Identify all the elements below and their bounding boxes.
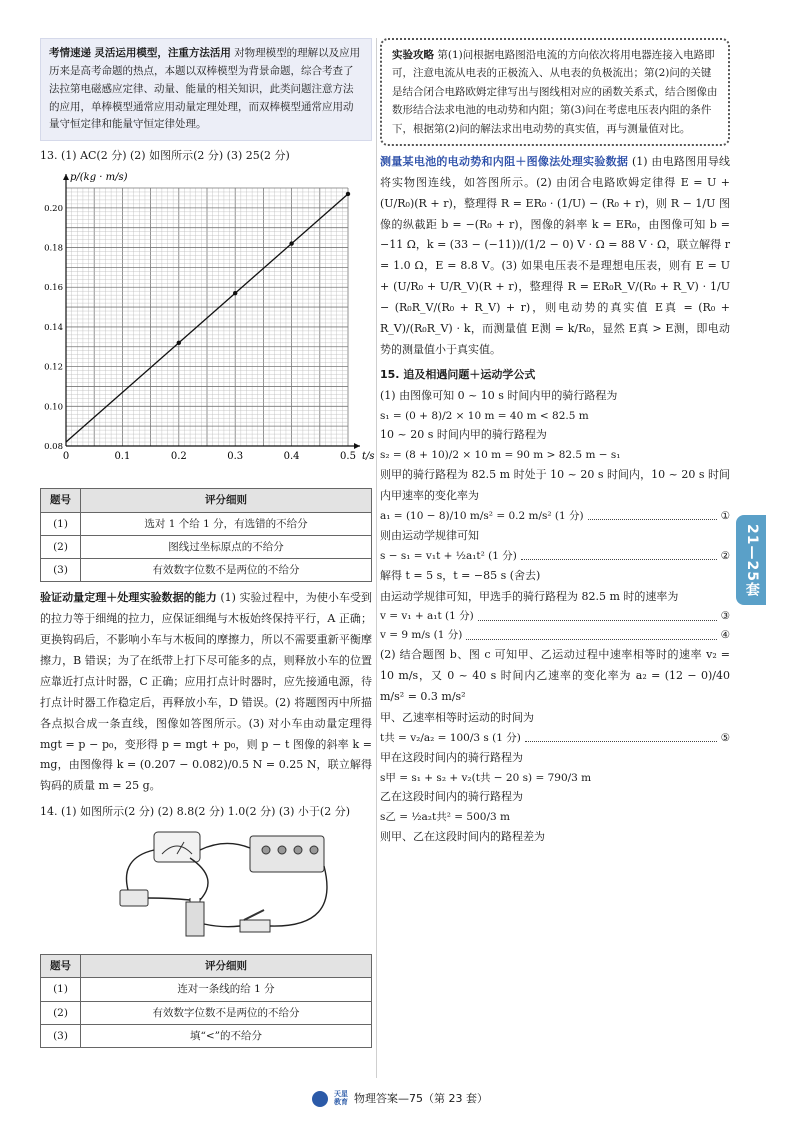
data-point — [177, 341, 181, 345]
q15-title: 15. 追及相遇问题＋运动学公式 — [380, 367, 536, 381]
equation-5: t共 = v₂/a₂ = 100/3 s (1 分) ⑤ — [380, 731, 730, 744]
table-header-no: 题号 — [41, 955, 81, 978]
q13-answer-line: 13. (1) AC(2 分) (2) 如图所示(2 分) (3) 25(2 分) — [40, 149, 290, 163]
note-text: 对物理模型的理解以及应用历来是高考命题的热点，本题以双棒模型为背景命题，综合考查了法拉第电磁感应定律、动量、能量的相关知识，此类问题注意方法的应用，单棒模型通常应用动量定理处理，而双棒模型通常应用动量守恒定律和能量守恒定律处理。 — [49, 47, 361, 131]
q13-score-table — [40, 488, 372, 582]
y-tick-label: 0.16 — [44, 283, 63, 294]
y-tick-label: 0.14 — [44, 323, 63, 334]
column-divider — [376, 38, 377, 1078]
note-tag: 考情速递 — [49, 47, 91, 59]
y-tick-label: 0.10 — [44, 402, 63, 413]
q15-solution: 15. 追及相遇问题＋运动学公式 (1) 由图像可知 0 ~ 10 s 时间内甲的骑行路程为 s₁ = (0 + 8)/2 × 10 m = 40 m < 82.5 m 10 ~ 20 s 时间内甲的骑行路程为 s₂ = (8 + 10)/2 × 10 m = 90 m > 82.5 m − s₁ 则甲的骑行路程为 82.5 m 时处于 10 ~ 20 s 时间内，10 ~ 20 s 时间内甲速率的变化率为 a₁ = (10 − 8)/10 m/s² = 0.2 m/s² (1 分) ① 则由运动学规律可知 s − s₁ = v₁t + ½a₁t² (1 分) ② 解得 t = 5 s，t = −85 s (舍去) 由运动学规律可知，甲选手的骑行路程为 82.5 m 时的速率为 v = v₁ + a₁t (1 分) ③ v = 9 m/s (1 分) ④ (2) 结合题图 b、图 c 可知甲、乙运动过程中速率相等时的速率 v₂ = 10 m/s，又 0 ~ 40 s 时间内乙速率的变化率为 a₂ = (12 − 0)/40 m/s² = 0.3 m/s² 甲、乙速率相等时运动的时间为 t共 = v₂/a₂ = 100/3 s (1 分) ⑤ 甲在这段时间内的骑行路程为 s甲 = s₁ + s₂ + v₂(t共 − 20 s) = 790/3 m 乙在这段时间内的骑行路程为 s乙 = ½a₂t共² = 500/3 m 则甲、乙在这段时间内的路程差为 — [380, 365, 730, 848]
q13-explanation: 验证动量定理＋处理实验数据的能力 (1) 实验过程中，为使小车受到的拉力等于细绳的拉力，应保证细绳与木板始终保持平行，A 正确；更换钩码后，不影响小车与木板间的摩擦力，所以不需要重新平衡摩擦力，B 错误；为了在纸带上打下尽可能多的点，则释放小车的位置应靠近打点计时器，C 正确；应用打点计时器时，应先接通电源，待打点计时器工作稳定后，再释放小车，D 错误。(2) 将题图丙中所描各点拟合成一条直线，图像如答图所示。(3) 对小车由动量定理得 mgt = p − p₀，变形得 p = mgt + p₀，则 p − t 图像的斜率 k = mg，由图像得 k = (0.207 − 0.082)/0.5 N = 0.25 N，联立解得钩码的质量 m = 25 g。 — [40, 591, 373, 793]
table-header-no: 题号 — [41, 489, 81, 512]
table-row: (1) 连对一条线的给 1 分 — [41, 978, 372, 1001]
equation-3: v = v₁ + a₁t (1 分) ③ — [380, 610, 730, 623]
data-point — [346, 192, 350, 196]
note-subtitle: 灵活运用模型，注重方法活用 — [94, 47, 231, 59]
experiment-strategy-box: 实验攻略 第(1)问根据电路图沿电流的方向依次将用电器连接入电路即可，注意电流从电表的正极流入、从电表的负极流出；第(2)问的关键是结合闭合电路欧姆定律写出与图线相对应的函数关系式，结合图像由数形结合法求电池的电动势和内阻；第(3)问在考虑电压表内阻的条件下，根据第(2)问的解法求出电动势的真实值，再与测量值对比。 — [380, 38, 730, 146]
q14-answer-line: 14. (1) 如图所示(2 分) (2) 8.8(2 分) 1.0(2 分) (3) 小于(2 分) — [40, 805, 351, 819]
table-row: (3) 有效数字位数不是两位的不给分 — [41, 559, 372, 582]
x-tick-label: 0.4 — [283, 451, 300, 463]
table-header-rule: 评分细则 — [81, 955, 372, 978]
x-axis-arrow — [354, 443, 360, 449]
x-tick-label: 0.5 — [340, 451, 356, 463]
y-tick-label: 0.18 — [44, 243, 63, 254]
publisher-logo-text: 天星 教育 — [334, 1089, 348, 1106]
x-tick-label: 0 — [62, 451, 70, 463]
table-header-rule: 评分细则 — [81, 489, 372, 512]
equation-1: a₁ = (10 − 8)/10 m/s² = 0.2 m/s² (1 分) ① — [380, 510, 730, 523]
equation-4: v = 9 m/s (1 分) ④ — [380, 629, 730, 642]
chapter-side-tab: 21—25套 — [736, 515, 766, 605]
x-axis-label: t/s — [362, 451, 375, 463]
publisher-logo-icon — [312, 1091, 328, 1107]
left-column — [40, 38, 375, 1048]
voltmeter-icon — [154, 832, 200, 862]
q14-explanation: 测量某电池的电动势和内阻＋图像法处理实验数据 (1) 由电路图用导线将实物图连线，如答图所示。(2) 由闭合电路欧姆定律得 E = U + (U/R₀)(R + r)，整理得 R = ER₀ · (1/U) − (R₀ + r)，则 R − 1/U 图像的纵截距 b = −(R₀ + r)，图像的斜率 k = ER₀，由图像可知 b = −11 Ω，k = (33 − (−11))/(1/2 − 0) V · Ω = 88 V · Ω，联立解得 r = 1.0 Ω，E = 8.8 V。(3) 如果电压表不是理想电压表，则有 E = U + (U/R₀ + U/R_V)(R + r)，整理得 R = ER₀R_V/(R₀ + R_V) · 1/U − (R₀R_V/(R₀ + R_V) + r)，则电动势的真实值 E真 = (R₀ + R_V)/(R₀R_V) · k，而测量值 E测 = k/R₀，显然 E真 > E测，即电动势的测量值小于真实值。 — [380, 154, 731, 356]
data-point — [233, 291, 237, 295]
strategy-tag: 实验攻略 — [392, 49, 434, 61]
equation-2: s − s₁ = v₁t + ½a₁t² (1 分) ② — [380, 549, 730, 562]
circuit-diagram — [110, 828, 360, 940]
switch-icon — [240, 920, 270, 932]
y-tick-label: 0.12 — [44, 362, 63, 373]
y-axis-label: p/(kg · m/s) — [70, 172, 128, 184]
table-row: (1) 选对 1 个给 1 分，有选错的不给分 — [41, 512, 372, 535]
x-tick-label: 0.1 — [114, 451, 131, 463]
data-point — [289, 242, 293, 246]
q14-explain-title: 测量某电池的电动势和内阻＋图像法处理实验数据 — [380, 154, 629, 168]
table-row: (3) 填“<”的不给分 — [41, 1024, 372, 1047]
table-row: (2) 有效数字位数不是两位的不给分 — [41, 1001, 372, 1024]
battery-icon — [186, 902, 204, 936]
y-axis-arrow — [63, 174, 69, 180]
x-tick-label: 0.2 — [170, 451, 187, 463]
q14-score-table — [40, 954, 372, 1048]
q13-explain-title: 验证动量定理＋处理实验数据的能力 — [40, 591, 217, 605]
right-column — [380, 38, 730, 848]
resistor-icon — [120, 890, 148, 906]
page-number: 物理答案—75（第 23 套） — [354, 1092, 488, 1105]
x-tick-label: 0.3 — [227, 451, 244, 463]
exam-note-box — [40, 38, 372, 141]
table-row: (2) 图线过坐标原点的不给分 — [41, 535, 372, 558]
y-tick-label: 0.20 — [44, 204, 63, 215]
chart-svg — [40, 166, 375, 484]
page-footer — [0, 1090, 800, 1107]
p-t-chart — [40, 166, 375, 484]
y-tick-label: 0.08 — [44, 442, 63, 453]
